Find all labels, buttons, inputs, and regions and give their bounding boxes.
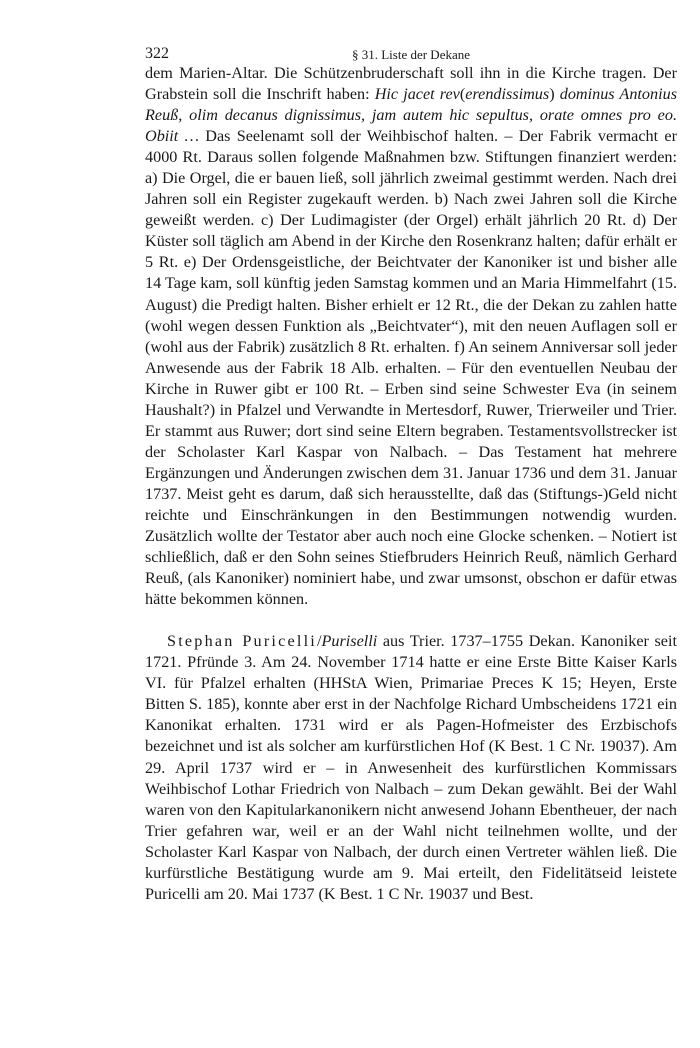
text-segment: / — [317, 632, 322, 651]
running-head: § 31. Liste der Dekane — [351, 47, 471, 62]
text-segment: dem Marien-Altar. Die Schützenbruderschaft soll ihn in die Kirche tragen. Der Grabstein soll die Inschrift haben: — [145, 64, 677, 104]
text-segment: ) — [549, 85, 560, 104]
latin-inscription: erendissimus — [465, 85, 550, 104]
latin-inscription: Hic jacet rev — [374, 85, 460, 104]
paragraph-reuss-testament — [145, 63, 677, 610]
page-number: 322 — [145, 45, 169, 62]
paragraph-puricelli-entry — [145, 631, 677, 905]
text-segment: aus Trier. 1737–1755 Dekan. Kanoniker seit 1721. Pfründe 3. Am 24. November 1714 hatte er eine Erste Bitte Kaiser Karls VI. für Pfalzel erhalten (HHStA Wien, Primariae Preces K 15; Heyen, Erste Bitten S. 185), konnte aber erst in der Nachfolge Richard Umbscheidens 1721 ein Kanonikat erhalten. 1731 wird er als Pagen-Hofmeister des Erzbischofs bezeichnet und ist als solcher am kurfürstlichen Hof (K Best. 1 C Nr. 19037). Am 29. April 1737 wird er – in Anwesenheit des kurfürstlichen Kommissars Weihbischof Lothar Friedrich von Nalbach – zum Dekan gewählt. Bei der Wahl waren von den Kapitularkanonikern nicht anwesend Johann Ebentheuer, der nach Trier gefahren war, weil er an der Wahl nicht teilnehmen wollte, und der Scholaster Karl Kaspar von Nalbach, der durch einen Vertreter wählen ließ. Die kurfürstliche Bestätigung wurde am 9. Mai erteilt, den Fidelitätseid leistete Puricelli am 20. Mai 1737 (K Best. 1 C Nr. 19037 und Best. — [145, 632, 677, 903]
text-segment: Das Seelenamt soll der Weihbischof halten. – Der Fabrik vermacht er 4000 Rt. Daraus sollen folgende Maßnahmen bzw. Stiftungen finanziert werden: a) Die Orgel, die er bauen ließ, soll jährlich zweimal gestimmt werden. Nach drei Jahren soll ein Register zugekauft werden. b) Nach zwei Jahren soll die Kirche geweißt werden. c) Der Ludimagister (der Orgel) erhält jährlich 20 Rt. d) Der Küster soll täglich am Abend in der Kirche den Rosenkranz halten; dafür erhält er 5 Rt. e) Der Ordensgeistliche, der Beichtvater der Kanoniker ist und bisher alle 14 Tage kam, soll künftig jeden Samstag kommen und an Maria Himmelfahrt (15. August) die Predigt halten. Bisher erhielt er 12 Rt., die der Dekan zu zahlen hatte (wohl wegen dessen Funktion als „Beichtvater“), mit den neuen Auflagen soll er (wohl aus der Fabrik) zusätzlich 8 Rt. erhalten. f) An seinem Anniversar soll jeder Anwesende aus der Fabrik 18 Alb. erhalten. – Für den eventuellen Neubau der Kirche in Ruwer gibt er 100 Rt. – Erben sind seine Schwester Eva (in seinem Haushalt?) in Pfalzel und Verwandte in Mertesdorf, Ruwer, Trierweiler und Trier. Er stammt aus Ruwer; dort sind seine Eltern begraben. Testamentsvollstrecker ist der Scholaster Karl Kaspar von Nalbach. – Das Testament hat mehrere Ergänzungen und Änderungen zwischen dem 31. Januar 1736 und dem 31. Januar 1737. Meist geht es darum, daß sich herausstellte, daß das (Stiftungs-)Geld nicht reichte und Einschränkungen in den Bestimmungen notwendig wurden. Zusätzlich wollte der Testator aber auch noch eine Glocke schenken. – Notiert ist schließlich, daß er den Sohn seines Stiefbruders Heinrich Reuß, nämlich Gerhard Reuß, (als Kanoniker) nominiert habe, und zwar umsonst, obschon er dafür etwas hätte bekommen können. — [145, 127, 677, 609]
latin-inscription: dominus Antonius Reuß, olim decanus dignissimus, jam autem hic sepultus, orate omnes pro eo. Obiit … — [145, 85, 677, 146]
person-name: Stephan Puricelli — [167, 632, 317, 651]
name-variant: Puriselli — [321, 632, 378, 651]
text-segment: ( — [459, 85, 466, 104]
body-text — [145, 63, 677, 905]
